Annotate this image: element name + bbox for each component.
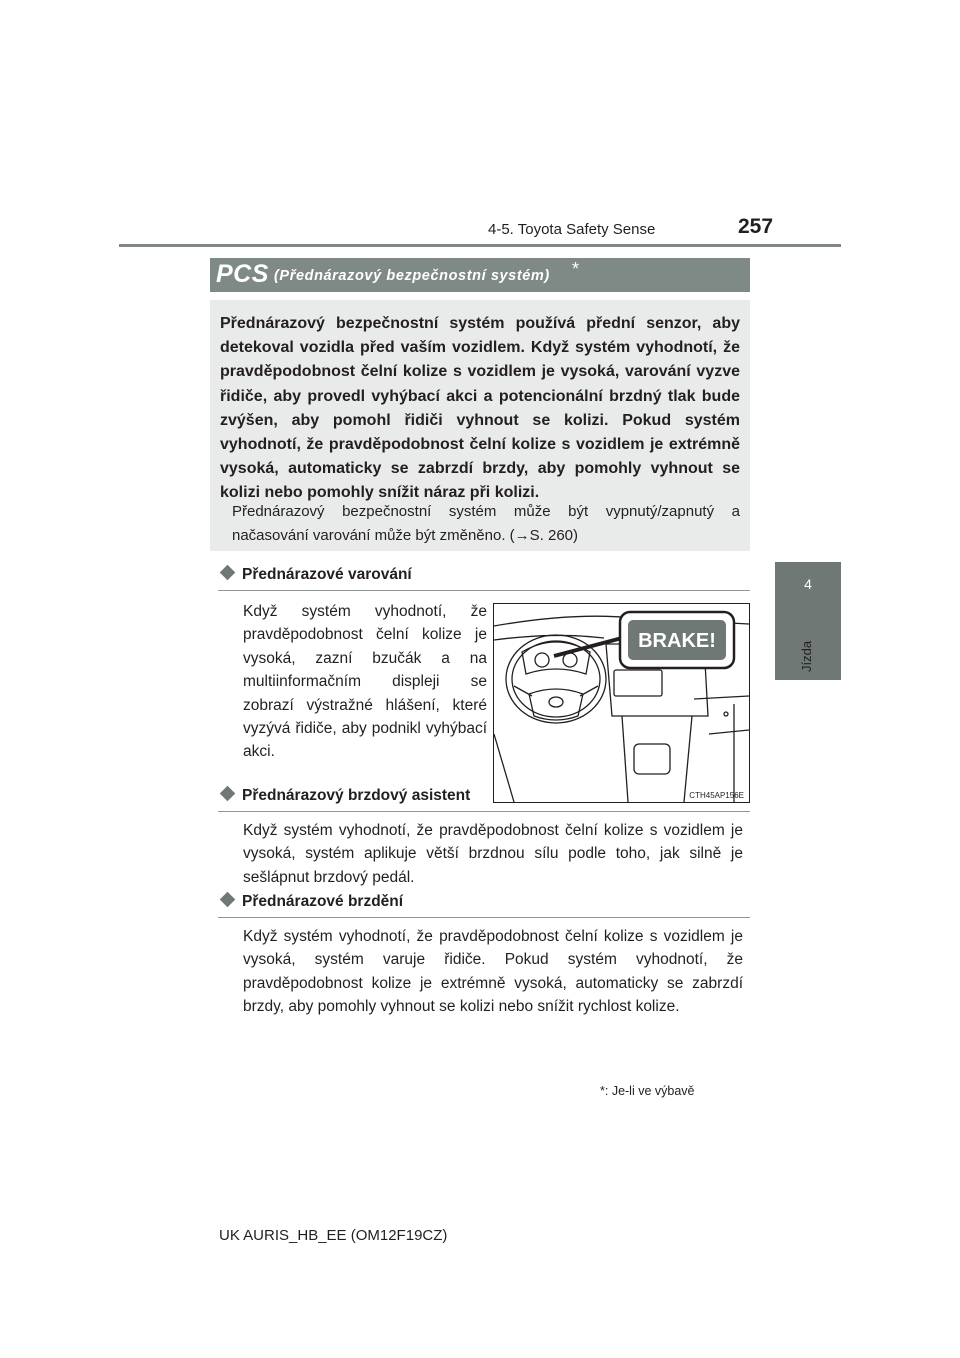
section-heading-text: Přednárazové brzdění xyxy=(242,893,404,910)
footnote xyxy=(600,1084,695,1098)
section-text-brake-assist: Když systém vyhodnotí, že pravděpodobnost čelní kolize s vozidlem je vysoká, systém aplikuje větší brzdnou sílu podle toho, jak silně je sešlápnut brzdový pedál. xyxy=(243,822,743,886)
diamond-bullet-icon xyxy=(220,565,236,581)
section-heading-brake-assist xyxy=(218,787,470,805)
section-title: 4-5. Toyota Safety Sense xyxy=(488,221,656,238)
title-asterisk: * xyxy=(572,259,580,279)
heading-rule xyxy=(218,590,750,591)
title-full: (Přednárazový bezpečnostní systém) xyxy=(274,268,550,284)
section-heading-braking xyxy=(218,893,403,911)
section-text-warning: Když systém vyhodnotí, že pravděpodobnost čelní kolize je vysoká, zazní bzučák a na multiinformačním displeji se zobrazí výstražné hlášení, které vyzývá řidiče, aby podnikl vyhýbací akci. xyxy=(243,603,487,761)
heading-rule xyxy=(218,811,750,812)
footnote-mark: * xyxy=(600,1084,605,1098)
section-heading-warning xyxy=(218,566,412,584)
section-heading-text: Přednárazový brzdový asistent xyxy=(242,787,471,804)
title-abbr: PCS xyxy=(216,260,269,288)
intro-note-text: Přednárazový bezpečnostní systém může být vypnutý/zapnutý a načasování varování může být změněno. (→S. 260) xyxy=(232,503,740,544)
heading-rule xyxy=(218,917,750,918)
title-bar xyxy=(210,258,750,292)
chapter-number: 4 xyxy=(804,576,812,592)
intro-bold-text: Přednárazový bezpečnostní systém používá přední senzor, aby detekoval vozidla před vaším vozidlem. Když systém vyhodnotí, že pravděpodobnost čelní kolize s vozidlem je vysoká, varování vyzve řidiče, aby provedl vyhýbací akci a potencionální brzdný tlak bude zvýšen, aby pomohl řidiči vyhnout se kolizi. Pokud systém vyhodnotí, že pravděpodobnost čelní kolize s vozidlem je extrémně vysoká, automaticky se zabrzdí brzdy, aby pomohly vyhnout se kolizi nebo pomohly snížit náraz při kolizi. xyxy=(220,315,740,502)
section-heading-text: Přednárazové varování xyxy=(242,566,412,583)
diamond-bullet-icon xyxy=(220,786,236,802)
page-number: 257 xyxy=(738,215,774,238)
footnote-text: : Je-li ve výbavě xyxy=(604,1084,695,1098)
dashboard-drawing xyxy=(494,604,749,802)
diamond-bullet-icon xyxy=(220,892,236,908)
footer-doc-code: UK AURIS_HB_EE (OM12F19CZ) xyxy=(219,1227,448,1244)
section-text-braking: Když systém vyhodnotí, že pravděpodobnost čelní kolize s vozidlem je vysoká, systém varuje řidiče. Pokud systém vyhodnotí, že pravděpodobnost kolize je extrémně vysoká, automaticky se zabrzdí brzdy, aby pomohly vyhnout se kolizi nebo snížit rychlost kolize. xyxy=(243,928,743,1016)
illustration-code: CTH45AP156E xyxy=(689,791,744,800)
chapter-label: Jízda xyxy=(799,640,814,672)
dashboard-illustration xyxy=(493,603,750,803)
brake-callout-label: BRAKE! xyxy=(638,630,716,652)
header-rule xyxy=(119,244,841,247)
chapter-label-container xyxy=(777,620,837,680)
